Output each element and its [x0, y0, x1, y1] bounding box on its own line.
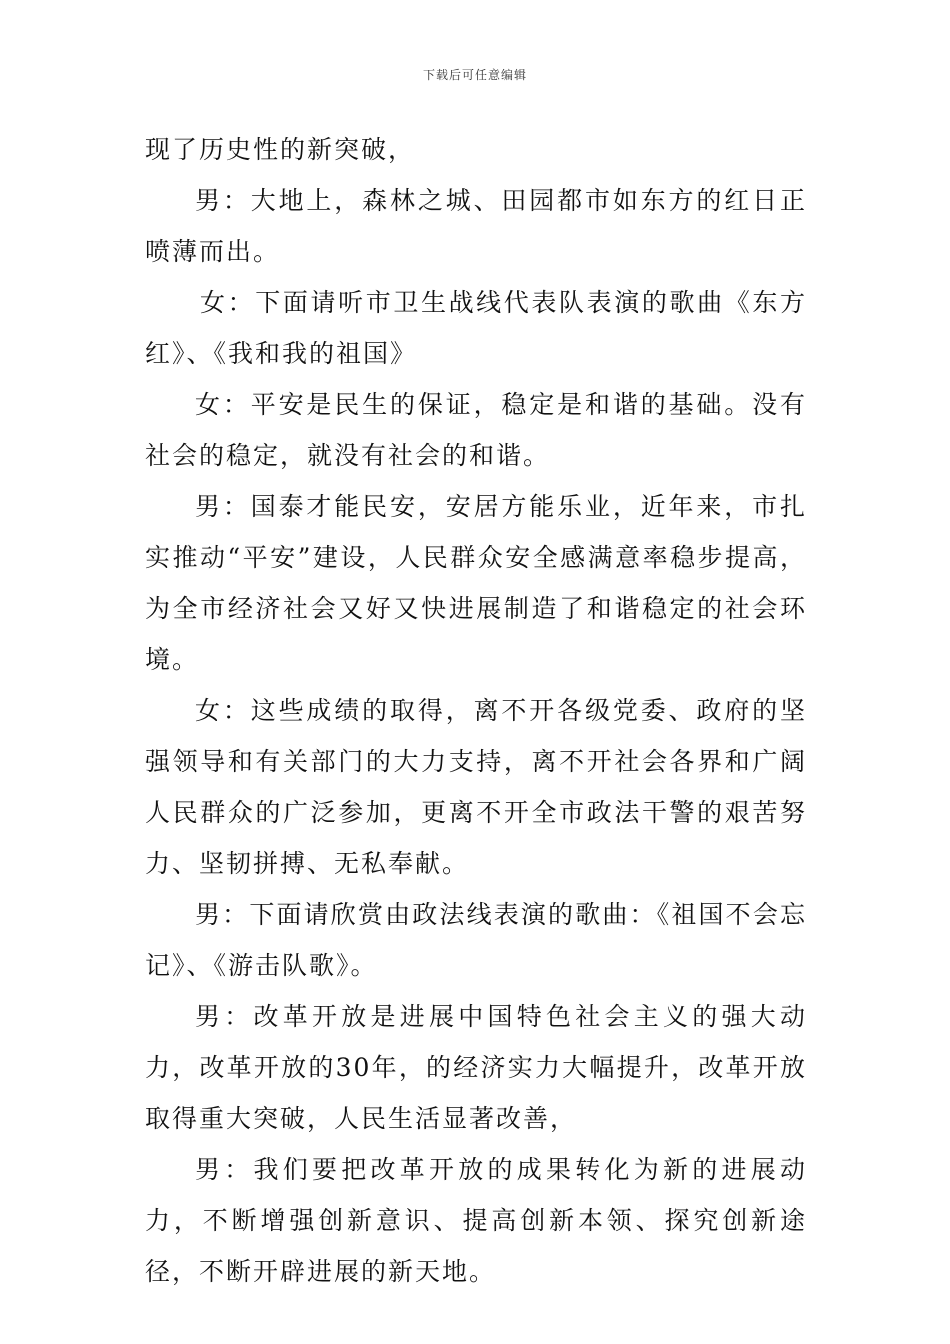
paragraph: 男：大地上，森林之城、田园都市如东方的红日正喷薄而出。 [145, 186, 807, 266]
document-body [145, 124, 807, 1297]
paragraph: 男：我们要把改革开放的成果转化为新的进展动力，不断增强创新意识、提高创新本领、探究创新途径，不断开辟进展的新天地。 [145, 1155, 807, 1286]
paragraph: 女：这些成绩的取得，离不开各级党委、政府的坚强领导和有关部门的大力支持，离不开社会各界和广阔人民群众的广泛参加，更离不开全市政法干警的艰苦努力、坚韧拼搏、无私奉献。 [145, 696, 807, 878]
page-header: 下载后可任意编辑 [422, 68, 527, 82]
paragraph: 女：平安是民生的保证，稳定是和谐的基础。没有社会的稳定，就没有社会的和谐。 [145, 390, 807, 470]
paragraph: 男：下面请欣赏由政法线表演的歌曲：《祖国不会忘记》、《游击队歌》。 [145, 900, 807, 980]
paragraph: 女：下面请听市卫生战线代表队表演的歌曲《东方红》、《我和我的祖国》 [145, 288, 807, 368]
paragraph-continuation: 现了历史性的新突破， [145, 135, 416, 164]
paragraph: 男：改革开放是进展中国特色社会主义的强大动力，改革开放的30年，的经济实力大幅提升，改革开放取得重大突破，人民生活显著改善， [145, 1002, 807, 1133]
paragraph: 男：国泰才能民安，安居方能乐业，近年来，市扎实推动“平安”建设，人民群众安全感满意率稳步提高，为全市经济社会又好又快进展制造了和谐稳定的社会环境。 [145, 492, 807, 674]
